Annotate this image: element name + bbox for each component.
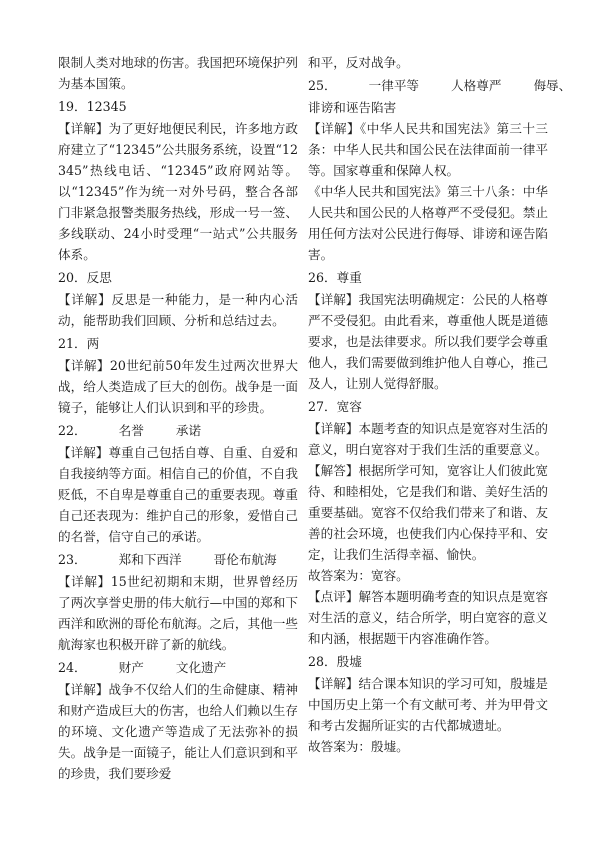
paragraph: 【点评】解答本题明确考查的知识点是宽容对生活的意义，结合所学，明白宽容的意义和内涵，根据题干内容准确作答。 — [308, 589, 548, 646]
question-heading: 19．12345 — [58, 99, 127, 114]
paragraph: 【详解】尊重自己包括自尊、自重、自爱和自我接纳等方面。相信自己的价值，不自我贬低，不自卑是尊重自己的重要表现。尊重自己还表现为：维护自己的形象，爱惜自己的名誉，信守自己的承诺。 — [58, 445, 298, 544]
paragraph: 《中华人民共和国宪法》第三十八条：中华人民共和国公民的人格尊严不受侵犯。禁止用任何方法对公民进行侮辱、诽谤和诬告陷害。 — [308, 184, 548, 262]
paragraph: 【详解】反思是一种能力，是一种内心活动，能帮助我们回顾、分析和总结过去。 — [58, 292, 298, 328]
question-heading: 22． 名誉 承诺 — [58, 423, 202, 438]
paragraph: 【详解】本题考查的知识点是宽容对生活的意义，明白宽容对于我们生活的重要意义。 — [308, 421, 548, 457]
question-heading: 25． 一律平等 人格尊严 侮辱、 — [308, 78, 572, 93]
question-heading: 24． 财产 文化遗产 — [58, 660, 227, 675]
question-heading: 21．两 — [58, 336, 100, 351]
paragraph: 故答案为：宽容。 — [308, 568, 409, 583]
paragraph: 【详解】《中华人民共和国宪法》第三十三条：中华人民共和国公民在法律面前一律平等。国家尊重和保障人权。 — [308, 121, 548, 178]
paragraph: 和平，反对战争。 — [308, 55, 409, 70]
paragraph: 故答案为：殷墟。 — [308, 739, 409, 754]
paragraph: 【详解】战争不仅给人们的生命健康、精神和财产造成巨大的伤害，也给人们赖以生存的环境、文化遗产等造成了无法弥补的损失。战争是一面镜子，能让人们意识到和平的珍贵，我们要珍爱 — [58, 682, 298, 781]
paragraph: 【解答】根据所学可知，宽容让人们彼此宽待、和睦相处，它是我们和谐、美好生活的重要基础。宽容不仅给我们带来了和谐、友善的社会环境，也使我们内心保持平和、安定，让我们生活得幸福、愉快。 — [308, 463, 548, 562]
right-column — [308, 52, 572, 757]
paragraph: 限制人类对地球的伤害。我国把环境保护列为基本国策。 — [58, 55, 298, 91]
left-column — [58, 52, 298, 784]
paragraph: 【详解】结合课本知识的学习可知，殷墟是中国历史上第一个有文献可考、并为甲骨文和考古发掘所证实的古代都城遗址。 — [308, 676, 548, 733]
question-heading: 23． 郑和下西洋 哥伦布航海 — [58, 552, 277, 567]
question-heading: 28．殷墟 — [308, 654, 362, 669]
question-heading: 20．反思 — [58, 270, 112, 285]
question-heading: 26．尊重 — [308, 270, 362, 285]
paragraph: 【详解】我国宪法明确规定：公民的人格尊严不受侵犯。由此看来，尊重他人既是道德要求，也是法律要求。所以我们要学会尊重他人，我们需要做到维护他人自尊心，推己及人，让别人觉得舒服。 — [308, 292, 548, 391]
question-heading: 27．宽容 — [308, 399, 362, 414]
paragraph: 【详解】为了更好地便民利民，许多地方政府建立了“12345”公共服务系统，设置“12345”热线电话、“12345”政府网站等。以“12345”作为统一对外号码，整合各部门非紧急报警类服务热线，形成一号一签、多线联动、24小时受理“一站式”公共服务体系。 — [58, 121, 298, 262]
paragraph: 【详解】15世纪初期和末期，世界曾经历了两次享誉史册的伟大航行—中国的郑和下西洋和欧洲的哥伦布航海。之后，其他一些航海家也积极开辟了新的航线。 — [58, 574, 298, 652]
paragraph: 【详解】20世纪前50年发生过两次世界大战，给人类造成了巨大的创伤。战争是一面镜子，能够让人们认识到和平的珍贵。 — [58, 358, 298, 415]
paragraph: 诽谤和诬告陷害 — [308, 100, 397, 115]
